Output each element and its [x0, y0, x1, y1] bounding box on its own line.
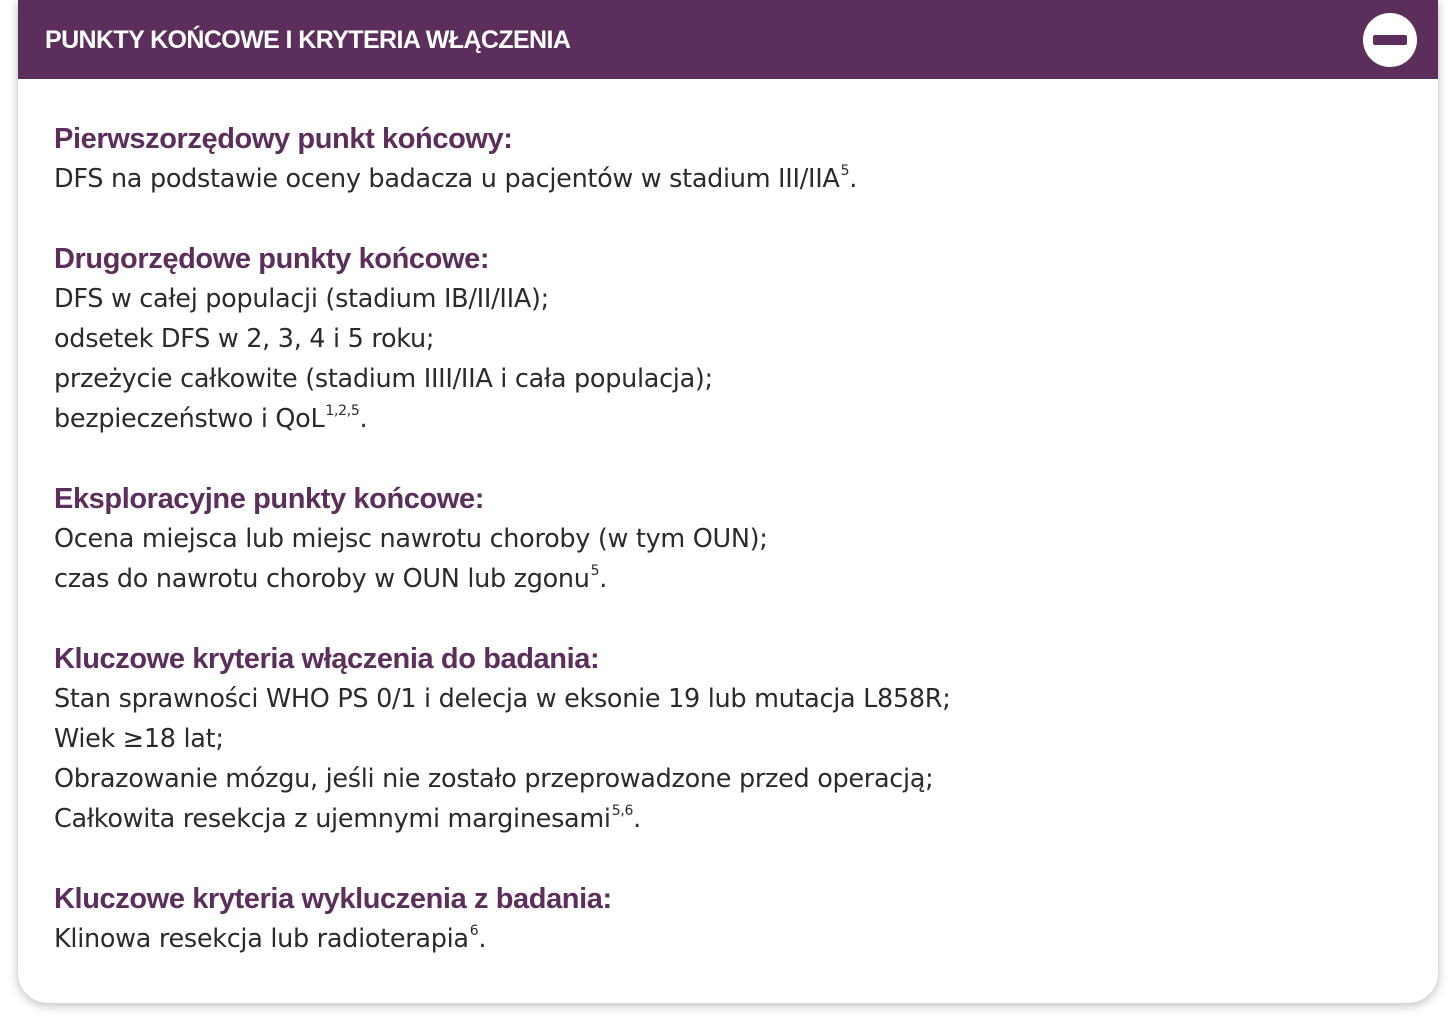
reference-superscript: 6 — [469, 923, 479, 939]
section-line — [54, 519, 1414, 559]
line-text: DFS w całej populacji (stadium IB/II/IIA); — [54, 284, 549, 314]
line-end-punctuation: . — [359, 404, 368, 434]
line-text: bezpieczeństwo i QoL — [54, 404, 325, 434]
endpoints-panel — [18, 0, 1438, 1003]
line-text: Obrazowanie mózgu, jeśli nie zostało przeprowadzone przed operacją; — [54, 764, 934, 794]
section — [54, 119, 1414, 199]
section — [54, 879, 1414, 959]
line-text: Wiek ≥18 lat; — [54, 724, 224, 754]
section-line — [54, 279, 1414, 319]
section-line — [54, 159, 1414, 199]
section-line — [54, 799, 1414, 839]
section-title: Eksploracyjne punkty końcowe: — [54, 483, 484, 515]
line-text: DFS na podstawie oceny badacza u pacjentów w stadium III/IIA — [54, 164, 840, 194]
reference-superscript: 1,2,5 — [325, 403, 360, 419]
reference-superscript: 5 — [590, 563, 600, 579]
panel-title: PUNKTY KOŃCOWE I KRYTERIA WŁĄCZENIA — [45, 26, 571, 54]
section-title: Drugorzędowe punkty końcowe: — [54, 243, 490, 275]
line-end-punctuation: . — [599, 564, 608, 594]
section — [54, 639, 1414, 839]
section-line — [54, 319, 1414, 359]
section-line — [54, 679, 1414, 719]
section-title: Pierwszorzędowy punkt końcowy: — [54, 123, 513, 155]
panel-header[interactable] — [18, 0, 1438, 79]
line-text: przeżycie całkowite (stadium IIII/IIA i cała populacja); — [54, 364, 713, 394]
line-end-punctuation: . — [633, 804, 641, 834]
line-text: Ocena miejsca lub miejsc nawrotu choroby (w tym OUN); — [54, 524, 768, 554]
section — [54, 479, 1414, 599]
collapse-button[interactable] — [1363, 13, 1417, 67]
reference-superscript: 5 — [840, 163, 850, 179]
section-line — [54, 559, 1414, 599]
section-line — [54, 359, 1414, 399]
line-text: Stan sprawności WHO PS 0/1 i delecja w eksonie 19 lub mutacja L858R; — [54, 684, 951, 714]
section-line — [54, 399, 1414, 439]
line-text: czas do nawrotu choroby w OUN lub zgonu — [54, 564, 590, 594]
line-end-punctuation: . — [849, 164, 857, 194]
line-text: Klinowa resekcja lub radioterapia — [54, 924, 469, 954]
line-end-punctuation: . — [478, 924, 487, 954]
line-text: odsetek DFS w 2, 3, 4 i 5 roku; — [54, 324, 435, 354]
section-line — [54, 719, 1414, 759]
section-title: Kluczowe kryteria włączenia do badania: — [54, 643, 600, 675]
section-line — [54, 759, 1414, 799]
line-text: Całkowita resekcja z ujemnymi marginesami — [54, 804, 611, 834]
reference-superscript: 5,6 — [611, 803, 634, 819]
minus-circle-icon — [1373, 35, 1407, 45]
section — [54, 239, 1414, 439]
section-line — [54, 919, 1414, 959]
section-title: Kluczowe kryteria wykluczenia z badania: — [54, 883, 612, 915]
panel-content — [54, 119, 1414, 959]
